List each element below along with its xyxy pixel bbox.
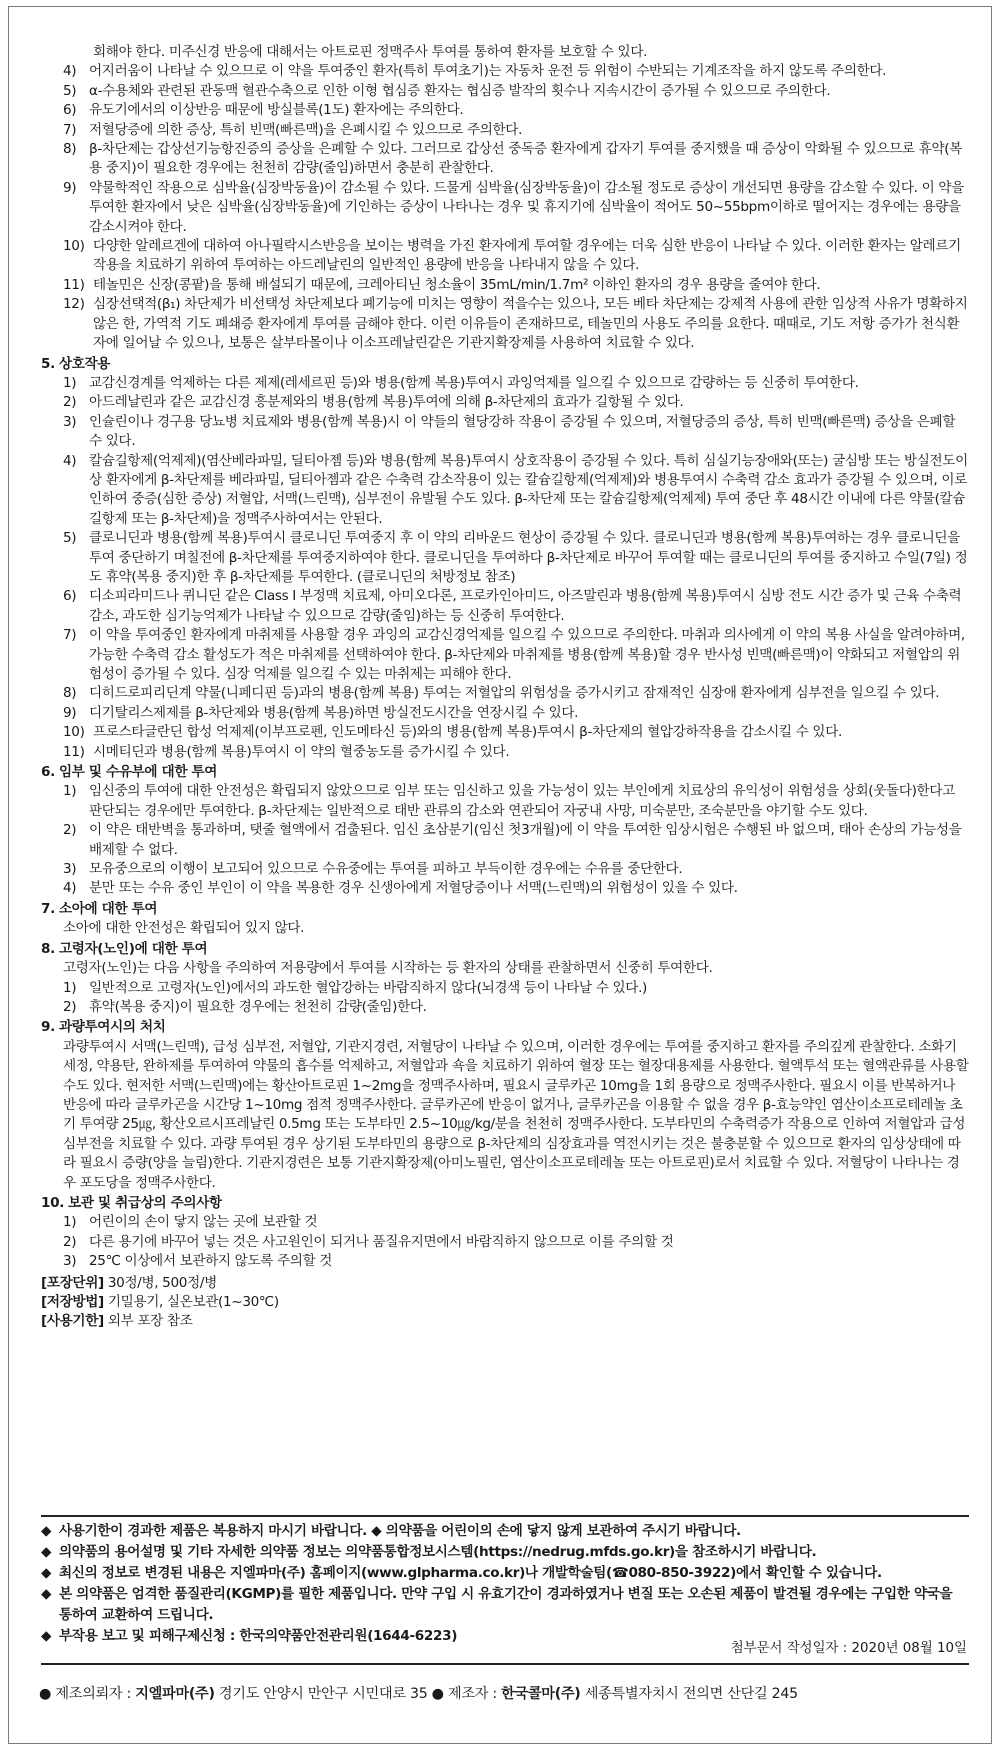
section-list xyxy=(41,979,969,1018)
list-item xyxy=(63,684,969,703)
item-number: 3) xyxy=(63,1253,77,1270)
notice-item xyxy=(41,1563,969,1584)
section-number: 7. xyxy=(41,900,55,917)
notice-item xyxy=(41,1584,969,1626)
list-item xyxy=(63,860,969,879)
item-number: 3) xyxy=(63,413,77,430)
manufacturer-label: 제조자 : xyxy=(447,1686,497,1702)
manufacturer-name: 한국콜마(주) xyxy=(501,1686,581,1702)
item-number: 8) xyxy=(63,685,77,702)
section-heading xyxy=(41,1194,969,1213)
item-text: 다양한 알레르겐에 대하여 아나필락시스반응을 보이는 병력을 가진 환자에게 투여할 경우에는 더욱 심한 반응이 나타날 수 있다. 이러한 환자는 알레르기 작용을 치료하기 위하여 투여하는 아드레날린의 일반적인 용량에 반응을 나타내지 않을 수 있다. xyxy=(93,238,961,274)
list-item xyxy=(63,879,969,898)
caution-list xyxy=(41,62,969,353)
item-text: 심장선택적(β₁) 차단제가 비선택성 차단제보다 폐기능에 미치는 영향이 적을수는 있으나, 모든 베타 차단제는 강제적 사용에 관한 임상적 사유가 명확하지 않은 한, 가역적 기도 폐쇄증 환자에게 투여를 금해야 한다. 이런 이유들이 존재하므로, 테놀민의 사용도 주의를 요한다. 때때로, 기도 저항 증가가 천식환자에 일어날 수 있으나, 보통은 살부타몰이나 이소프레날린같은 기관지확장제를 사용하여 치료할 수 있다. xyxy=(93,296,968,352)
list-item xyxy=(63,743,969,762)
packaging-label: [포장단위] xyxy=(41,1274,104,1291)
section-heading xyxy=(41,355,969,374)
list-item xyxy=(63,529,969,587)
list-item xyxy=(63,587,969,626)
item-number: 2) xyxy=(63,1233,77,1250)
section-heading xyxy=(41,940,969,959)
expiry-value: 외부 포장 참조 xyxy=(107,1313,193,1330)
diamond-bullet-icon: ◆ xyxy=(41,1628,52,1644)
item-number: 10) xyxy=(63,724,85,741)
item-number: 8) xyxy=(63,141,77,158)
requester-label: 제조의뢰자 : xyxy=(55,1686,132,1702)
diamond-bullet-icon: ◆ xyxy=(41,1586,52,1602)
item-number: 2) xyxy=(63,394,77,411)
section-number: 10. xyxy=(41,1194,65,1211)
list-item xyxy=(63,82,969,101)
item-text: 이 약을 투여중인 환자에게 마취제를 사용할 경우 과잉의 교감신경억제를 일으킬 수 있으므로 주의한다. 마취과 의사에게 이 약의 복용 사실을 알려야하며, 가능한 수축력 감소 활성도가 적은 마취제를 선택하여야 한다. β-차단제와 마취제를 병용(함께 복용)할 경우 반사성 빈맥(빠른맥)이 약화되고 저혈압의 위험성이 증가될 수 있다. 심장 억제를 일으킬 수 있는 마취제는 피해야 한다. xyxy=(89,627,965,682)
item-number: 12) xyxy=(63,296,85,313)
packaging-value: 30정/병, 500정/병 xyxy=(107,1274,217,1291)
section xyxy=(41,940,969,1018)
section xyxy=(41,763,969,899)
item-text: 어린이의 손이 닿지 않는 곳에 보관할 것 xyxy=(89,1214,318,1231)
item-text: 25℃ 이상에서 보관하지 않도록 주의할 것 xyxy=(89,1253,333,1270)
item-text: 유도기에서의 이상반응 때문에 방실블록(1도) 환자에는 주의한다. xyxy=(89,102,464,119)
item-text: 시메티딘과 병용(함께 복용)투여시 이 약의 혈중농도를 증가시킬 수 있다. xyxy=(93,743,510,760)
item-text: 칼슘길항제(억제제)(염산베라파밀, 딜티아젬 등)와 병용(함께 복용)투여시 상호작용이 증강될 수 있다. 특히 심실기능장애와(또는) 굴심방 또는 방실전도이상 환자에게 β-차단제를 베라파밀, 딜티아젬과 같은 수축력 감소작용이 있는 칼슘길항제(억제제)와 병용투여시 수축력 감소 효과가 증강될 수 있으며, 이로 인하여 중증(심한 증상) 저혈압, 서맥(느린맥), 심부전이 유발될 수도 있다. β-차단제 또는 칼슘길항제(억제제) 투여 중단 후 48시간 이내에 다른 약물(칼슘길항제 또는 β-차단제)을 정맥주사하여서는 안된다. xyxy=(89,452,968,527)
list-item xyxy=(63,276,969,295)
packaging-line xyxy=(41,1274,969,1293)
list-item xyxy=(63,62,969,81)
section xyxy=(41,355,969,763)
list-item xyxy=(63,998,969,1017)
list-item xyxy=(63,393,969,412)
item-text: 임신중의 투여에 대한 안전성은 확립되지 않았으므로 임부 또는 임신하고 있을 가능성이 있는 부인에게 치료상의 유익성이 위험성을 상회(웃돌다)한다고 판단되는 경우에만 투여한다. β-차단제는 일반적으로 태반 관류의 감소와 연관되어 자궁내 사망, 미숙분만, 조숙분만을 야기할 수도 있다. xyxy=(89,783,955,819)
item-text: 인슐린이나 경구용 당뇨병 치료제와 병용(함께 복용)시 이 약들의 혈당강하 작용이 증강될 수 있으며, 저혈당증의 증상, 특히 빈맥(빠른맥) 증상을 은폐할 수 있다. xyxy=(89,413,956,450)
item-text: 분만 또는 수유 중인 부인이 이 약을 복용한 경우 신생아에게 저혈당증이나 서맥(느린맥)의 위험성이 있을 수 있다. xyxy=(89,880,738,897)
item-text: 디히드로피리딘계 약물(니페디핀 등)과의 병용(함께 복용) 투여는 저혈압의 위험성을 증가시키고 잠재적인 심장애 환자에게 심부전을 일으킬 수 있다. xyxy=(89,685,940,702)
document-date: 첨부문서 작성일자 : 2020년 08월 10일 xyxy=(41,1639,969,1665)
item-number: 5) xyxy=(63,530,77,547)
item-number: 9) xyxy=(63,179,77,196)
section xyxy=(41,1194,969,1272)
item-number: 5) xyxy=(63,82,77,99)
bullet-icon: ● xyxy=(431,1686,444,1702)
section-heading xyxy=(41,763,969,782)
item-text: 어지러움이 나타날 수 있으므로 이 약을 투여중인 환자(특히 투여초기)는 자동차 운전 등 위험이 수반되는 기계조작을 하지 않도록 주의한다. xyxy=(89,63,887,80)
item-number: 1) xyxy=(63,1214,77,1231)
list-item xyxy=(63,452,969,530)
section-heading xyxy=(41,1018,969,1037)
item-number: 11) xyxy=(63,743,85,760)
section-number: 5. xyxy=(41,355,55,372)
intro-line: 회해야 한다. 미주신경 반응에 대해서는 아트로핀 정맥주사 투여를 통하여 환자를 보호할 수 있다. xyxy=(93,44,648,60)
item-text: 다른 용기에 바꾸어 넣는 것은 사고원인이 되거나 품질유지면에서 바람직하지 않으므로 이를 주의할 것 xyxy=(89,1233,674,1250)
list-item xyxy=(63,140,969,179)
notice-text: 의약품의 용어설명 및 기타 자세한 의약품 정보는 의약품통합정보시스템(https://nedrug.mfds.go.kr)을 참조하시기 바랍니다. xyxy=(59,1544,817,1560)
notice-box xyxy=(41,1515,969,1647)
item-number: 10) xyxy=(63,238,85,255)
section-title: 소아에 대한 투여 xyxy=(58,900,158,917)
item-text: 디기탈리스제제를 β-차단제와 병용(함께 복용)하면 방실전도시간을 연장시킬 수 있다. xyxy=(89,704,579,721)
section-number: 8. xyxy=(41,940,55,957)
item-text: 프로스타글란딘 합성 억제제(이부프로펜, 인도메타신 등)와의 병용(함께 복용)투여시 β-차단제의 혈압강하작용을 감소시킬 수 있다. xyxy=(93,724,842,741)
bullet-icon: ● xyxy=(39,1686,52,1702)
section-number: 9. xyxy=(41,1019,55,1036)
section-number: 6. xyxy=(41,764,55,781)
list-item xyxy=(63,295,969,353)
storage-value: 기밀용기, 실온보관(1~30℃) xyxy=(107,1294,279,1310)
item-text: 클로니딘과 병용(함께 복용)투여시 클로니딘 투여중지 후 이 약의 리바운드 현상이 증강될 수 있다. 클로니딘과 병용(함께 복용)투여하는 경우 클로니딘을 투여 중단하기 며칠전에 β-차단제를 투여중지하여야 한다. 클로니딘을 투여하다 β-차단제로 바꾸어 투여할 때는 클로니딘의 투여를 중지하고 수일(7일) 정도 휴약(복용 중지)한 후 β-차단제를 투여한다. (클로니딘의 처방정보 참조) xyxy=(89,530,968,585)
item-number: 4) xyxy=(63,452,77,469)
item-text: 디소피라미드나 퀴니딘 같은 Class Ⅰ 부정맥 치료제, 아미오다론, 프로카인아미드, 아즈말린과 병용(함께 복용)투여시 심방 전도 시간 증가 및 근육 수축력 감소, 과도한 심기능억제가 나타날 수 있으므로 감량(줄임)하는 등 신중히 투여한다. xyxy=(89,588,962,624)
item-number: 6) xyxy=(63,588,77,605)
notice-item xyxy=(41,1542,969,1563)
diamond-bullet-icon: ◆ xyxy=(41,1565,52,1581)
manufacturer-address: 세종특별자치시 전의면 산단길 245 xyxy=(584,1686,798,1702)
item-number: 6) xyxy=(63,102,77,119)
item-text: 일반적으로 고령자(노인)에서의 과도한 혈압강하는 바람직하지 않다(뇌경색 등이 나타날 수 있다.) xyxy=(89,979,648,996)
section xyxy=(41,900,969,939)
section-list xyxy=(41,782,969,898)
diamond-bullet-icon: ◆ xyxy=(41,1544,52,1560)
manufacturer-line xyxy=(39,1683,969,1705)
item-text: 저혈당증에 의한 증상, 특히 빈맥(빠른맥)을 은폐시킬 수 있으므로 주의한다. xyxy=(89,121,523,138)
item-number: 2) xyxy=(63,998,77,1015)
diamond-bullet-icon: ◆ xyxy=(41,1523,52,1539)
section-list xyxy=(41,1213,969,1271)
sections xyxy=(41,355,969,1272)
item-number: 9) xyxy=(63,704,77,721)
item-text: α-수용체와 관련된 관동맥 혈관수축으로 인한 이형 협심증 환자는 협심증 발작의 횟수나 지속시간이 증가될 수 있으므로 주의한다. xyxy=(89,82,831,99)
section-title: 고령자(노인)에 대한 투여 xyxy=(58,940,208,957)
section-heading xyxy=(41,900,969,919)
item-text: 테놀민은 신장(콩팥)을 통해 배설되기 때문에, 크레아티닌 청소율이 35mL/min/1.7m² 이하인 환자의 경우 용량을 줄여야 한다. xyxy=(93,276,821,293)
section-list xyxy=(41,374,969,762)
list-item xyxy=(63,1252,969,1271)
list-item xyxy=(63,821,969,860)
list-item xyxy=(63,979,969,998)
requester-address: 경기도 안양시 만안구 시민대로 35 xyxy=(218,1686,428,1702)
section-body: 고령자(노인)는 다음 사항을 주의하여 저용량에서 투여를 시작하는 등 환자의 상태를 관찰하면서 신중히 투여한다. xyxy=(63,960,713,977)
list-item xyxy=(63,101,969,120)
item-number: 3) xyxy=(63,861,77,878)
requester-name: 지엘파마(주) xyxy=(135,1686,215,1702)
item-number: 1) xyxy=(63,783,77,800)
section-title: 과량투여시의 처치 xyxy=(58,1019,166,1036)
item-number: 4) xyxy=(63,880,77,897)
list-item xyxy=(63,374,969,393)
item-text: 약물학적인 작용으로 심박율(심장박동율)이 감소될 수 있다. 드물게 심박율(심장박동율)이 감소될 정도로 증상이 개선되면 용량을 감소할 수 있다. 이 약을 투여한 환자에서 낮은 심박율(심장박동율)에 기인하는 증상이 나타나는 경우 및 휴지기에 심박율이 적어도 50~55bpm이하로 떨어지는 경우에는 용량을 감소시켜야 한다. xyxy=(89,179,964,235)
list-item xyxy=(63,237,969,276)
item-number: 4) xyxy=(63,63,77,80)
list-item xyxy=(63,413,969,452)
item-text: 모유중으로의 이행이 보고되어 있으므로 수유중에는 투여를 피하고 부득이한 경우에는 수유를 중단한다. xyxy=(89,861,683,878)
list-item xyxy=(63,1213,969,1232)
item-text: 교감신경계를 억제하는 다른 제제(레세르핀 등)와 병용(함께 복용)투여시 과잉억제를 일으킬 수 있으므로 감량하는 등 신중히 투여한다. xyxy=(89,374,859,391)
package-insert-page xyxy=(8,6,992,1744)
list-item xyxy=(63,704,969,723)
notice-text: 부작용 보고 및 피해구제신청 : 한국의약품안전관리원(1644-6223) xyxy=(59,1628,458,1644)
section xyxy=(41,1018,969,1193)
list-item xyxy=(63,782,969,821)
list-item xyxy=(63,626,969,684)
section-title: 상호작용 xyxy=(58,355,111,372)
item-number: 1) xyxy=(63,374,77,391)
section-title: 임부 및 수유부에 대한 투여 xyxy=(58,764,218,781)
notice-item xyxy=(41,1521,969,1542)
item-number: 11) xyxy=(63,276,85,293)
insert-body xyxy=(41,43,969,1332)
item-number: 7) xyxy=(63,121,77,138)
notice-text: 사용기한이 경과한 제품은 복용하지 마시기 바랍니다. ◆ 의약품을 어린이의 손에 닿지 않게 보관하여 주시기 바랍니다. xyxy=(59,1523,741,1539)
expiry-line xyxy=(41,1312,969,1331)
notice-text: 본 의약품은 엄격한 품질관리(KGMP)를 필한 제품입니다. 만약 구입 시 유효기간이 경과하였거나 변질 또는 오손된 제품이 발견될 경우에는 구입한 약국을 통하여 교환하여 드립니다. xyxy=(59,1586,953,1623)
item-text: 이 약은 태반벽을 통과하며, 탯줄 혈액에서 검출된다. 임신 초삼분기(임신 첫3개월)에 이 약을 투여한 임상시험은 수행된 바 없으며, 태아 손상의 가능성을 배제할 수 없다. xyxy=(89,822,962,858)
notice-text: 최신의 정보로 변경된 내용은 지엘파마(주) 홈페이지(www.glpharma.co.kr)나 개발학술팀(☎080-850-3922)에서 확인할 수 있습니다. xyxy=(59,1565,882,1581)
item-number: 2) xyxy=(63,822,77,839)
item-text: β-차단제는 갑상선기능항진증의 증상을 은폐할 수 있다. 그러므로 갑상선 중독증 환자에게 갑자기 투여를 중지했을 때 증상이 악화될 수 있으므로 휴약(복용 중지)이 필요한 경우에는 천천히 감량(줄임)하면서 충분히 관찰한다. xyxy=(89,141,962,177)
section-title: 보관 및 취급상의 주의사항 xyxy=(68,1194,222,1211)
item-number: 1) xyxy=(63,979,77,996)
storage-line xyxy=(41,1293,969,1312)
list-item xyxy=(63,121,969,140)
list-item xyxy=(63,723,969,742)
expiry-label: [사용기한] xyxy=(41,1313,104,1330)
list-item xyxy=(63,179,969,237)
item-text: 아드레날린과 같은 교감신경 흥분제와의 병용(함께 복용)투여에 의해 β-차단제의 효과가 길항될 수 있다. xyxy=(89,394,684,411)
item-text: 휴약(복용 중지)이 필요한 경우에는 천천히 감량(줄임)한다. xyxy=(89,998,427,1015)
section-body: 과량투여시 서맥(느린맥), 급성 심부전, 저혈압, 기관지경련, 저혈당이 나타날 수 있으며, 이러한 경우에는 투여를 중지하고 환자를 주의깊게 관찰한다. 소화기 세정, 약용탄, 완하제를 투여하여 약물의 흡수를 억제하고, 저혈압과 쇽을 치료하기 위하여 혈장 또는 혈장대용제를 사용한다. 혈액투석 또는 혈액관류를 사용할 수도 있다. 현저한 서맥(느린맥)에는 황산아트로핀 1~2mg을 정맥주사하며, 필요시 글루카곤 10mg을 1회 용량으로 정맥주사한다. 필요시 이를 반복하거나 반응에 따라 글루카곤을 시간당 1~10mg 점적 정맥주사한다. 글루카곤에 반응이 없거나, 글루카곤을 이용할 수 없을 경우 β-효능약인 염산이소프로테레놀 초기 투여량 25㎍, 황산오르시프레날린 0.5mg 또는 도부타민 2.5~10㎍/kg/분을 천천히 정맥주사한다. 도부타민의 수축력증가 작용으로 인하여 저혈압과 급성 심부전을 치료할 수 있다. 과량 투여된 경우 상기된 도부타민의 용량으로 β-차단제의 심장효과를 역전시키는 것은 불충분할 수 있으므로 환자의 임상상태에 따라 필요시 증량(양을 늘림)한다. 기관지경련은 보통 기관지확장제(아미노필린, 염산이소프로테레놀 또는 아트로핀)로서 치료할 수 있다. 저혈당이 나타나는 경우 포도당을 정맥주사한다. xyxy=(63,1038,969,1191)
list-item xyxy=(63,1233,969,1252)
section-body: 소아에 대한 안전성은 확립되어 있지 않다. xyxy=(63,920,305,937)
item-number: 7) xyxy=(63,627,77,644)
storage-label: [저장방법] xyxy=(41,1294,104,1310)
